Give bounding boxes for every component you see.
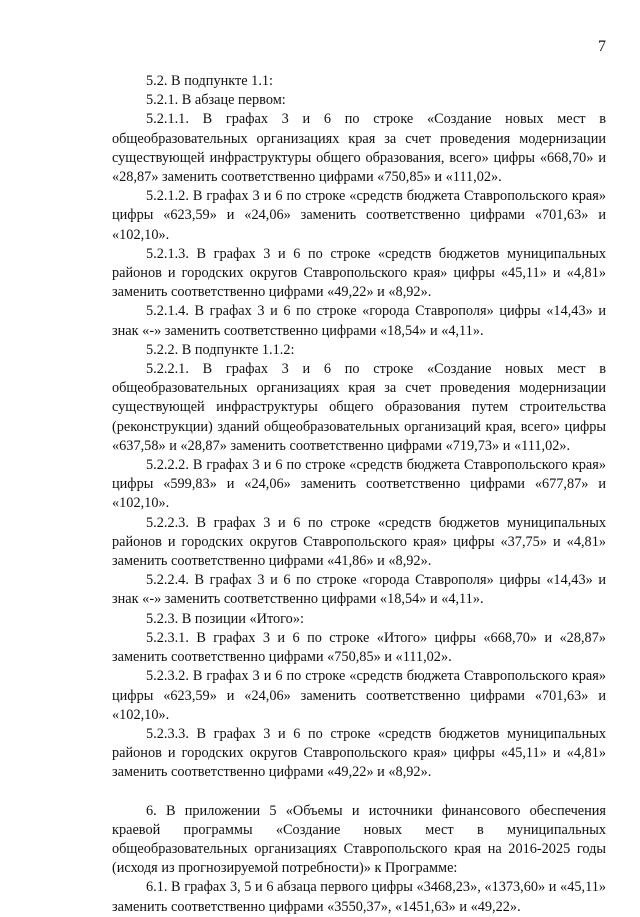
- paragraph-5-2-3-2: 5.2.3.2. В графах 3 и 6 по строке «средств бюджета Ставропольского края» цифры «623,59» и «24,06» заменить соответственно цифрами «701,63» и «102,10».: [112, 668, 606, 723]
- paragraph-5-2-3: 5.2.3. В позиции «Итого»:: [146, 610, 304, 627]
- paragraph-5-2: 5.2. В подпункте 1.1:: [146, 73, 274, 89]
- paragraph-5-2-2-3: 5.2.2.3. В графах 3 и 6 по строке «средств бюджетов муниципальных районов и городских округов Ставропольского края» цифры «37,75» и «4,81» заменить соответственно цифрами «41,86» и «8,92».: [112, 514, 606, 570]
- paragraph-5-2-3-1: 5.2.3.1. В графах 3 и 6 по строке «Итого» цифры «668,70» и «28,87» заменить соответственно цифрами «750,85» и «111,02».: [112, 629, 606, 666]
- paragraph-5-2-1-3: 5.2.1.3. В графах 3 и 6 по строке «средств бюджетов муниципальных районов и городских округов Ставропольского края» цифры «45,11» и «4,81» заменить соответственно цифрами «49,22» и «8,92».: [112, 245, 606, 301]
- paragraph-6-1: 6.1. В графах 3, 5 и 6 абзаца первого цифры «3468,23», «1373,60» и «45,11» заменить соответственно цифрами «3550,37», «1451,63» и «49,22».: [112, 879, 606, 915]
- paragraph-5-2-1: 5.2.1. В абзаце первом:: [146, 92, 286, 109]
- paragraph-5-2-2: 5.2.2. В подпункте 1.1.2:: [146, 341, 295, 358]
- paragraph-5-2-2-1: 5.2.2.1. В графах 3 и 6 по строке «Создание новых мест в общеобразовательных организациях края за счет проведения модернизации существующей инфраструктуры общего образования путем строительства (реконструкции) зданий общеобразовательных организаций края, всего» цифры «637,58» и «28,87» заменить соответственно цифрами «719,73» и «111,02».: [112, 361, 606, 454]
- page-number: 7: [598, 38, 606, 55]
- document-body: [112, 72, 606, 917]
- paragraph-5-2-1-4: 5.2.1.4. В графах 3 и 6 по строке «города Ставрополя» цифры «14,43» и знак «-» заменить соответственно цифрами «18,54» и «4,11».: [112, 303, 606, 339]
- paragraph-5-2-1-2: 5.2.1.2. В графах 3 и 6 по строке «средств бюджета Ставропольского края» цифры «623,59» и «24,06» заменить соответственно цифрами «701,63» и «102,10».: [112, 188, 606, 243]
- paragraph-5-2-2-2: 5.2.2.2. В графах 3 и 6 по строке «средств бюджета Ставропольского края» цифры «599,83» и «24,06» заменить соответственно цифрами «677,87» и «102,10».: [112, 457, 606, 512]
- paragraph-5-2-2-4: 5.2.2.4. В графах 3 и 6 по строке «города Ставрополя» цифры «14,43» и знак «-» заменить соответственно цифрами «18,54» и «4,11».: [112, 572, 606, 608]
- paragraph-6: 6. В приложении 5 «Объемы и источники финансового обеспечения краевой программы «Создание новых мест в муниципальных общеобразовательных организациях Ставропольского края на 2016-2025 годы (исходя из прогнозируемой потребности)» к Программе:: [112, 802, 606, 877]
- paragraph-5-2-1-1: 5.2.1.1. В графах 3 и 6 по строке «Создание новых мест в общеобразовательных организациях края за счет проведения модернизации существующей инфраструктуры общего образования, всего» цифры «668,70» и «28,87» заменить соответственно цифрами «750,85» и «111,02».: [112, 111, 606, 186]
- paragraph-5-2-3-3: 5.2.3.3. В графах 3 и 6 по строке «средств бюджетов муниципальных районов и городских округов Ставропольского края» цифры «45,11» и «4,81» заменить соответственно цифрами «49,22» и «8,92».: [112, 725, 606, 781]
